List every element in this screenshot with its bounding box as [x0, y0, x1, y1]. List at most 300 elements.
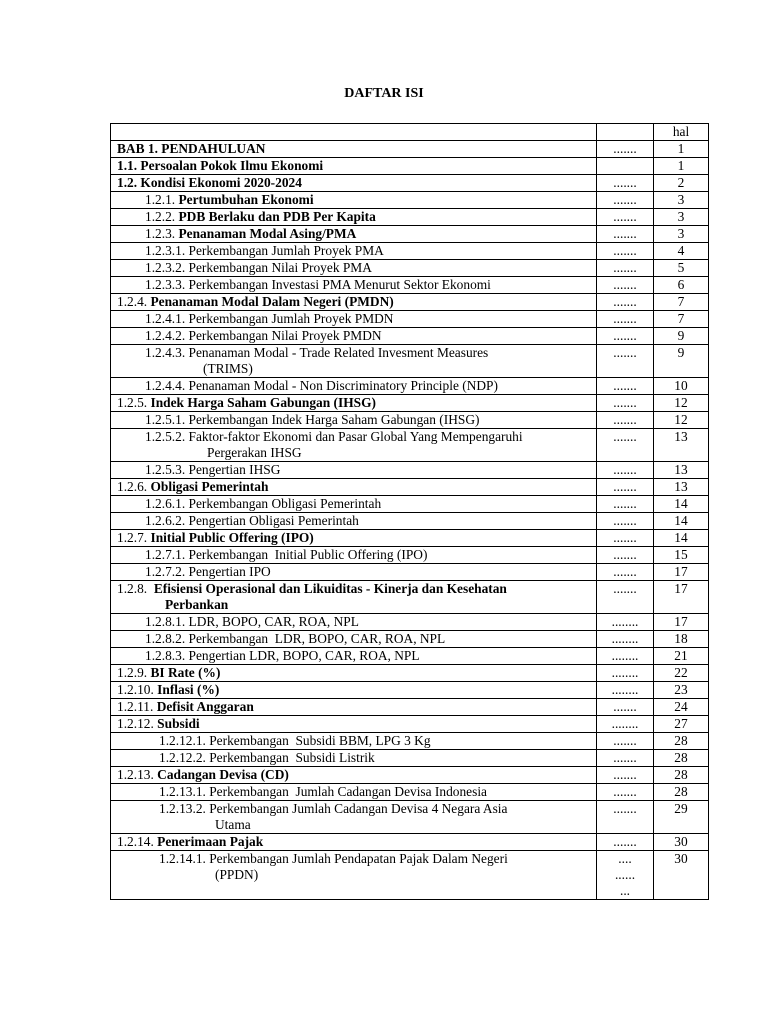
toc-leader-cell [597, 311, 654, 328]
toc-leader: ....... [613, 834, 637, 849]
toc-entry-title: Perkembangan Investasi PMA Menurut Sektor Ekonomi [188, 277, 491, 292]
toc-entry-cell [111, 412, 597, 429]
toc-leader-cell [597, 733, 654, 750]
toc-row [111, 699, 709, 716]
toc-leader: ....... [613, 175, 637, 190]
toc-leader-cell [597, 564, 654, 581]
toc-page-number: 13 [654, 462, 709, 479]
toc-entry-cell [111, 513, 597, 530]
toc-page-number: 6 [654, 277, 709, 294]
toc-page-number: 12 [654, 412, 709, 429]
toc-row [111, 277, 709, 294]
toc-row [111, 192, 709, 209]
toc-row [111, 496, 709, 513]
toc-entry-number: 1.2.11. [117, 699, 157, 714]
toc-row [111, 260, 709, 277]
toc-page-number: 1 [654, 158, 709, 175]
toc-entry [117, 733, 590, 749]
toc-entry-title: Pengertian Obligasi Pemerintah [188, 513, 359, 528]
toc-leader: ....... [613, 767, 637, 782]
toc-entry-number: 1.2.8.1. [145, 614, 189, 629]
toc-row [111, 378, 709, 395]
toc-leader: ... [619, 883, 631, 898]
toc-row [111, 395, 709, 412]
toc-leader: ....... [613, 750, 637, 765]
toc-leader: ........ [611, 665, 639, 680]
toc-entry [117, 564, 590, 580]
toc-row [111, 716, 709, 733]
toc-entry-cell [111, 547, 597, 564]
toc-page-number: 2 [654, 175, 709, 192]
toc-entry-cell [111, 158, 597, 175]
toc-entry-cell [111, 378, 597, 395]
toc-leader: ....... [613, 328, 637, 343]
toc-row [111, 682, 709, 699]
header-row [111, 124, 709, 141]
toc-row [111, 631, 709, 648]
toc-entry-cell [111, 716, 597, 733]
toc-entry-title: Faktor-faktor Ekonomi dan Pasar Global Yang Mempengaruhi [188, 429, 523, 444]
toc-leader: ....... [613, 345, 637, 360]
toc-entry [117, 851, 590, 867]
toc-entry-title: Perkembangan Jumlah Cadangan Devisa 4 Negara Asia [209, 801, 508, 816]
toc-leader: ........ [611, 716, 639, 731]
toc-entry-number: 1.2.1. [145, 192, 179, 207]
toc-entry [117, 530, 590, 546]
toc-entry [117, 192, 590, 208]
toc-leader-cell [597, 226, 654, 243]
header-dots-cell [597, 124, 654, 141]
toc-entry [117, 395, 590, 411]
toc-leader-cell [597, 682, 654, 699]
toc-entry [117, 801, 590, 817]
toc-entry-number: 1.2.9. [117, 665, 151, 680]
toc-leader-cell [597, 192, 654, 209]
toc-entry [117, 243, 590, 259]
toc-entry-number: 1.2.13. [117, 767, 158, 782]
toc-entry [117, 141, 590, 157]
toc-entry [117, 311, 590, 327]
toc-leader: ....... [613, 733, 637, 748]
toc-entry [117, 209, 590, 225]
toc-entry-title: Efisiensi Operasional dan Likuiditas - Kinerja dan Kesehatan [153, 581, 507, 596]
toc-entry-cell [111, 851, 597, 900]
toc-entry-cell [111, 479, 597, 496]
toc-leader: ....... [613, 801, 637, 816]
header-text-cell [111, 124, 597, 141]
toc-entry-cell [111, 665, 597, 682]
toc-row [111, 158, 709, 175]
toc-entry [117, 750, 590, 766]
toc-entry-cell [111, 682, 597, 699]
toc-entry [117, 345, 590, 361]
toc-entry [117, 834, 590, 850]
toc-entry-title: Inflasi (%) [157, 682, 220, 697]
toc-row [111, 614, 709, 631]
toc-row [111, 834, 709, 851]
toc-entry [117, 226, 590, 242]
toc-entry-title: LDR, BOPO, CAR, ROA, NPL [188, 614, 359, 629]
toc-row [111, 209, 709, 226]
toc-leader: ....... [613, 699, 637, 714]
toc-row [111, 784, 709, 801]
toc-entry-number: 1.2.5.2. [145, 429, 189, 444]
toc-leader-cell [597, 834, 654, 851]
toc-entry-cell [111, 462, 597, 479]
toc-page-number: 14 [654, 496, 709, 513]
toc-leader-cell [597, 581, 654, 614]
toc-entry-number: 1.2.4.4. [145, 378, 189, 393]
toc-entry-cell [111, 733, 597, 750]
toc-entry [117, 328, 590, 344]
toc-entry [117, 277, 590, 293]
toc-leader: ....... [613, 547, 637, 562]
toc-row [111, 311, 709, 328]
toc-entry-number: 1.2.4.2. [145, 328, 189, 343]
toc-row [111, 547, 709, 564]
toc-entry-title: Perkembangan Indek Harga Saham Gabungan (IHSG) [188, 412, 480, 427]
toc-entry-title: Pertumbuhan Ekonomi [178, 192, 314, 207]
toc-entry-continuation: Pergerakan IHSG [207, 445, 302, 460]
toc-entry-number: 1.2.8.2. [145, 631, 189, 646]
toc-entry [117, 175, 590, 191]
toc-page-number: 23 [654, 682, 709, 699]
toc-row [111, 801, 709, 834]
toc-entry-title: Pengertian LDR, BOPO, CAR, ROA, NPL [188, 648, 420, 663]
toc-leader: ....... [613, 260, 637, 275]
toc-entry-number: 1.2.5. [117, 395, 151, 410]
toc-row [111, 226, 709, 243]
toc-entry-cell [111, 328, 597, 345]
toc-entry-title: PDB Berlaku dan PDB Per Kapita [178, 209, 376, 224]
toc-entry-title: Penanaman Modal - Non Discriminatory Principle (NDP) [188, 378, 498, 393]
toc-row [111, 141, 709, 158]
toc-entry-number: 1.2.3.3. [145, 277, 189, 292]
toc-row [111, 462, 709, 479]
toc-entry-cell [111, 496, 597, 513]
toc-row [111, 175, 709, 192]
toc-entry-title: Perkembangan Jumlah Proyek PMDN [188, 311, 394, 326]
toc-entry-cell [111, 631, 597, 648]
toc-entry-title: BI Rate (%) [150, 665, 221, 680]
toc-entry-number: 1.2.6. [117, 479, 151, 494]
toc-leader: ....... [613, 378, 637, 393]
toc-leader-cell [597, 614, 654, 631]
toc-leader: ....... [613, 226, 637, 241]
toc-leader: ....... [613, 311, 637, 326]
toc-row [111, 851, 709, 900]
toc-leader: ....... [613, 784, 637, 799]
toc-entry-title: Perkembangan Nilai Proyek PMA [188, 260, 372, 275]
toc-entry-cell [111, 648, 597, 665]
toc-entry [117, 665, 590, 681]
toc-entry-title: Perkembangan Nilai Proyek PMDN [188, 328, 382, 343]
toc-leader-cell [597, 801, 654, 834]
toc-page-number: 30 [654, 834, 709, 851]
toc-page-number: 4 [654, 243, 709, 260]
toc-entry-title: Penerimaan Pajak [157, 834, 264, 849]
toc-entry-continuation: (PPDN) [215, 867, 259, 882]
toc-leader: ........ [611, 631, 639, 646]
toc-entry-number: 1.2.13.2. [159, 801, 210, 816]
toc-entry-number: 1.2.4. [117, 294, 151, 309]
toc-leader: ....... [613, 395, 637, 410]
toc-row [111, 530, 709, 547]
toc-entry-cell [111, 564, 597, 581]
toc-entry [117, 699, 590, 715]
toc-entry-cell [111, 614, 597, 631]
toc-leader: ....... [613, 192, 637, 207]
toc-entry [117, 631, 590, 647]
toc-page-number: 13 [654, 479, 709, 496]
toc-page-number: 28 [654, 767, 709, 784]
toc-leader: ....... [613, 243, 637, 258]
toc-leader-cell [597, 294, 654, 311]
toc-entry-number: 1.2.8.3. [145, 648, 189, 663]
toc-leader-cell [597, 716, 654, 733]
toc-entry-cell [111, 345, 597, 378]
toc-leader-cell [597, 496, 654, 513]
toc-page-number: 21 [654, 648, 709, 665]
toc-entry-title: Perkembangan LDR, BOPO, CAR, ROA, NPL [188, 631, 446, 646]
toc-page-number: 5 [654, 260, 709, 277]
table-of-contents [110, 123, 709, 900]
toc-page-number: 15 [654, 547, 709, 564]
toc-row [111, 750, 709, 767]
toc-entry [117, 412, 590, 428]
toc-page-number: 17 [654, 614, 709, 631]
toc-entry-cell [111, 429, 597, 462]
toc-entry-cell [111, 294, 597, 311]
toc-entry-number: 1.2.10. [117, 682, 158, 697]
toc-leader-cell [597, 378, 654, 395]
toc-entry-number: 1.2.13.1. [159, 784, 210, 799]
toc-leader: ....... [613, 581, 637, 596]
toc-entry [117, 496, 590, 512]
toc-entry-cell [111, 834, 597, 851]
toc-entry-continuation: Utama [215, 817, 251, 832]
toc-entry-title: Subsidi [157, 716, 200, 731]
toc-leader: ....... [613, 429, 637, 444]
toc-leader: ....... [613, 462, 637, 477]
toc-leader-cell [597, 699, 654, 716]
toc-page-number: 14 [654, 513, 709, 530]
toc-entry-title: Perkembangan Subsidi Listrik [209, 750, 375, 765]
toc-entry-number: 1.2.14.1. [159, 851, 210, 866]
toc-entry [117, 479, 590, 495]
toc-page-number: 18 [654, 631, 709, 648]
toc-row [111, 733, 709, 750]
toc-entry-title: Cadangan Devisa (CD) [157, 767, 289, 782]
toc-leader: ....... [613, 294, 637, 309]
toc-row [111, 429, 709, 462]
toc-entry-cell [111, 311, 597, 328]
toc-leader-cell [597, 530, 654, 547]
toc-entry-cell [111, 226, 597, 243]
toc-leader-cell [597, 462, 654, 479]
toc-leader-cell [597, 665, 654, 682]
toc-entry-cell [111, 801, 597, 834]
toc-page-number: 14 [654, 530, 709, 547]
toc-page-number: 3 [654, 226, 709, 243]
toc-leader: .... [618, 851, 632, 866]
toc-page-number: 30 [654, 851, 709, 900]
toc-entry [117, 429, 590, 445]
toc-row [111, 479, 709, 496]
toc-leader-cell [597, 631, 654, 648]
toc-entry-number: 1.2.2. [145, 209, 179, 224]
toc-entry-number: 1.2.6.1. [145, 496, 189, 511]
toc-page-number: 3 [654, 209, 709, 226]
header-page-label: hal [654, 124, 709, 141]
toc-row [111, 328, 709, 345]
toc-page-number: 28 [654, 733, 709, 750]
toc-entry-cell [111, 243, 597, 260]
toc-entry [117, 260, 590, 276]
toc-leader-cell [597, 158, 654, 175]
toc-entry-number: 1.2.3.1. [145, 243, 189, 258]
toc-leader: ....... [613, 277, 637, 292]
toc-leader: ....... [613, 496, 637, 511]
toc-entry-title: Perkembangan Initial Public Offering (IPO) [188, 547, 428, 562]
toc-row [111, 648, 709, 665]
toc-page-number: 17 [654, 564, 709, 581]
toc-row [111, 665, 709, 682]
toc-leader: ....... [613, 412, 637, 427]
toc-page-number: 1 [654, 141, 709, 158]
toc-entry [117, 682, 590, 698]
toc-leader-cell [597, 141, 654, 158]
toc-leader-cell [597, 547, 654, 564]
toc-page-number: 22 [654, 665, 709, 682]
toc-entry-title: 1.2. Kondisi Ekonomi 2020-2024 [117, 175, 302, 190]
toc-entry-title: Defisit Anggaran [156, 699, 254, 714]
toc-page-number: 27 [654, 716, 709, 733]
toc-leader: ....... [613, 141, 637, 156]
toc-entry-title: Penanaman Modal Asing/PMA [178, 226, 357, 241]
toc-entry-title: Indek Harga Saham Gabungan (IHSG) [150, 395, 376, 410]
toc-row [111, 412, 709, 429]
toc-leader: ....... [613, 209, 637, 224]
toc-page-number: 24 [654, 699, 709, 716]
toc-entry-number: 1.2.12.2. [159, 750, 210, 765]
toc-entry-number: 1.2.12. [117, 716, 158, 731]
toc-entry-title: Perkembangan Jumlah Pendapatan Pajak Dalam Negeri [209, 851, 508, 866]
toc-entry-title: Perkembangan Jumlah Proyek PMA [188, 243, 384, 258]
toc-leader: ........ [611, 682, 639, 697]
toc-leader-cell [597, 479, 654, 496]
toc-leader-cell [597, 784, 654, 801]
toc-leader-cell [597, 412, 654, 429]
toc-entry-cell [111, 209, 597, 226]
toc-entry-number: 1.2.12.1. [159, 733, 210, 748]
toc-page-number: 7 [654, 311, 709, 328]
toc-page-number: 7 [654, 294, 709, 311]
toc-entry [117, 648, 590, 664]
toc-entry-number: 1.2.7.1. [145, 547, 189, 562]
toc-row [111, 564, 709, 581]
toc-leader-cell [597, 513, 654, 530]
toc-row [111, 513, 709, 530]
toc-entry-cell [111, 260, 597, 277]
toc-entry-cell [111, 784, 597, 801]
toc-entry-cell [111, 141, 597, 158]
toc-entry [117, 784, 590, 800]
toc-entry-cell [111, 277, 597, 294]
toc-page-number: 17 [654, 581, 709, 614]
toc-row [111, 243, 709, 260]
toc-leader-cell [597, 345, 654, 378]
toc-page-number: 28 [654, 784, 709, 801]
toc-entry [117, 158, 590, 174]
toc-leader-cell [597, 243, 654, 260]
toc-leader-cell [597, 175, 654, 192]
toc-entry-number: 1.2.7. [117, 530, 151, 545]
toc-entry [117, 513, 590, 529]
toc-page-number: 12 [654, 395, 709, 412]
toc-leader-cell [597, 429, 654, 462]
toc-page-number: 28 [654, 750, 709, 767]
toc-entry [117, 378, 590, 394]
toc-entry-title: Obligasi Pemerintah [150, 479, 269, 494]
toc-entry-cell [111, 192, 597, 209]
toc-leader-cell [597, 209, 654, 226]
toc-entry-title: 1.1. Persoalan Pokok Ilmu Ekonomi [117, 158, 324, 173]
toc-page-number: 13 [654, 429, 709, 462]
toc-row [111, 345, 709, 378]
toc-leader: ....... [613, 564, 637, 579]
toc-entry [117, 581, 590, 597]
toc-entry-cell [111, 395, 597, 412]
toc-entry-number: 1.2.3.2. [145, 260, 189, 275]
toc-leader-cell [597, 767, 654, 784]
toc-entry-number: 1.2.7.2. [145, 564, 189, 579]
toc-leader: ........ [611, 614, 639, 629]
toc-leader-cell [597, 328, 654, 345]
toc-entry-title: Pengertian IHSG [188, 462, 281, 477]
toc-leader: ....... [613, 530, 637, 545]
toc-row [111, 767, 709, 784]
toc-page-number: 9 [654, 328, 709, 345]
toc-leader: ...... [614, 867, 636, 882]
toc-row [111, 294, 709, 311]
toc-entry-cell [111, 767, 597, 784]
toc-page-number: 3 [654, 192, 709, 209]
toc-entry-continuation: (TRIMS) [203, 361, 253, 376]
toc-entry-title: Pengertian IPO [188, 564, 271, 579]
toc-entry-number: 1.2.8. [117, 581, 154, 596]
toc-entry-cell [111, 530, 597, 547]
toc-entry-title: Penanaman Modal Dalam Negeri (PMDN) [150, 294, 394, 309]
toc-leader-cell [597, 260, 654, 277]
toc-entry-number: 1.2.3. [145, 226, 179, 241]
toc-entry-title: Perkembangan Subsidi BBM, LPG 3 Kg [209, 733, 431, 748]
toc-entry-title: Perkembangan Obligasi Pemerintah [188, 496, 382, 511]
toc-leader: ....... [613, 479, 637, 494]
toc-entry-title: Perkembangan Jumlah Cadangan Devisa Indonesia [209, 784, 487, 799]
toc-entry [117, 767, 590, 783]
toc-leader-cell [597, 851, 654, 900]
toc-leader-cell [597, 395, 654, 412]
toc-entry-number: 1.2.5.1. [145, 412, 189, 427]
toc-entry-title: BAB 1. PENDAHULUAN [117, 141, 266, 156]
toc-entry-number: 1.2.5.3. [145, 462, 189, 477]
toc-page-number: 29 [654, 801, 709, 834]
toc-row [111, 581, 709, 614]
toc-entry-title: Penanaman Modal - Trade Related Invesment Measures [188, 345, 489, 360]
toc-entry-number: 1.2.14. [117, 834, 158, 849]
page-title: DAFTAR ISI [344, 86, 424, 101]
